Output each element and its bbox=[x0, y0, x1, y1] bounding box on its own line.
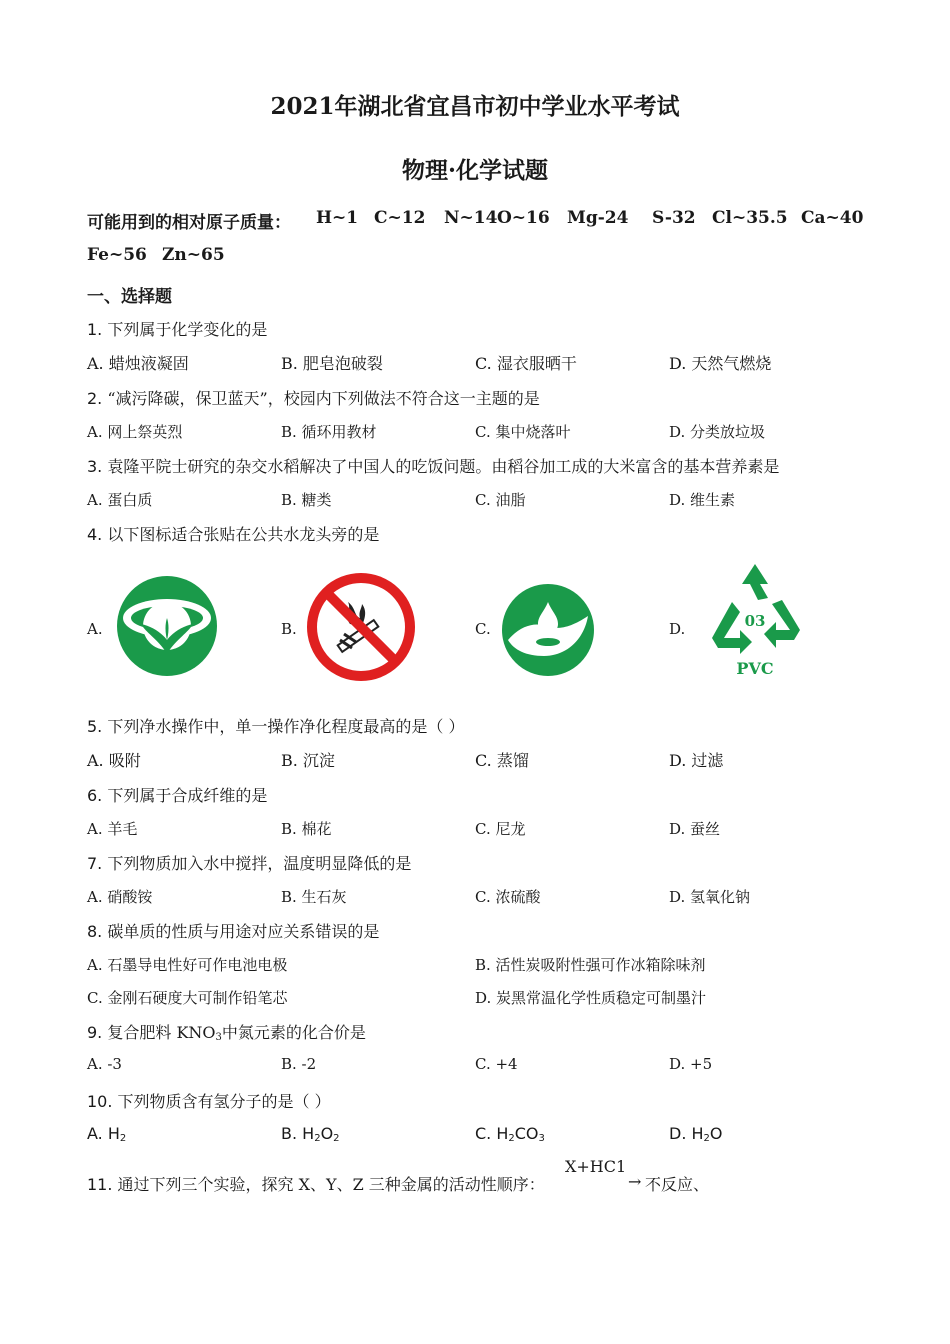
exam-subtitle: 物理·化学试题 bbox=[401, 157, 548, 184]
subscript: 3 bbox=[215, 1032, 222, 1043]
mass-o: O~16 bbox=[497, 208, 550, 228]
question-6 bbox=[87, 783, 267, 806]
question-2 bbox=[87, 386, 540, 409]
question-10 bbox=[87, 1089, 331, 1112]
q8-option-b[interactable]: B. 活性炭吸附性强可作冰箱除味剂 bbox=[475, 956, 706, 974]
q10-option-d[interactable]: D. $H_2O$ bbox=[669, 1124, 723, 1144]
question-stem: 下列物质加入水中搅拌，温度明显降低的是 bbox=[107, 854, 412, 873]
mass-mg: Mg-24 bbox=[567, 208, 629, 228]
question-stem: 碳单质的性质与用途对应关系错误的是 bbox=[107, 922, 380, 941]
q7-option-a[interactable]: A. 硝酸铵 bbox=[87, 888, 153, 906]
reaction-arrow-icon: → bbox=[628, 1172, 642, 1191]
q3-option-d[interactable]: D. 维生素 bbox=[669, 491, 736, 509]
pvc-recycle-icon bbox=[702, 560, 808, 680]
question-number: 1. bbox=[87, 320, 103, 339]
q7-option-d[interactable]: D. 氢氧化钠 bbox=[669, 888, 751, 906]
q4-option-c[interactable]: C. bbox=[475, 620, 491, 638]
question-stem: 以下图标适合张贴在公共水龙头旁的是 bbox=[107, 525, 380, 544]
q9-option-c[interactable]: C. +4 bbox=[475, 1055, 518, 1073]
q1-option-d[interactable]: D. 天然气燃烧 bbox=[669, 354, 772, 373]
mass-zn: Zn~65 bbox=[162, 245, 225, 265]
question-number: 10. bbox=[87, 1092, 113, 1111]
question-stem: 下列物质含有氢分子的是（ ） bbox=[117, 1092, 331, 1111]
q5-option-a[interactable]: A. 吸附 bbox=[87, 751, 141, 770]
section-title: 一、选择题 bbox=[87, 287, 172, 307]
question-stem: 复合肥料 KNO bbox=[107, 1023, 216, 1042]
q8-option-a[interactable]: A. 石墨导电性好可作电池电极 bbox=[87, 956, 288, 974]
q2-option-b[interactable]: B. 循环用教材 bbox=[281, 423, 377, 441]
q7-option-b[interactable]: B. 生石灰 bbox=[281, 888, 347, 906]
q5-option-c[interactable]: C. 蒸馏 bbox=[475, 751, 529, 770]
mass-fe: Fe~56 bbox=[87, 245, 147, 265]
question-number: 5. bbox=[87, 717, 103, 736]
q6-option-a[interactable]: A. 羊毛 bbox=[87, 820, 138, 838]
q1-option-c[interactable]: C. 湿衣服晒干 bbox=[475, 354, 577, 373]
question-9 bbox=[87, 1020, 366, 1043]
q2-option-c[interactable]: C. 集中烧落叶 bbox=[475, 423, 571, 441]
q4-option-b[interactable]: B. bbox=[281, 620, 297, 638]
mass-h: H~1 bbox=[316, 208, 359, 228]
atomic-mass-label: 可能用到的相对原子质量： bbox=[87, 213, 291, 233]
pvc-code: 03 bbox=[744, 612, 766, 630]
question-3 bbox=[87, 454, 779, 477]
q1-option-b[interactable]: B. 肥皂泡破裂 bbox=[281, 354, 383, 373]
question-stem: “减污降碳，保卫蓝天”，校园内下列做法不符合这一主题的是 bbox=[107, 389, 540, 408]
question-stem: 袁隆平院士研究的杂交水稻解决了中国人的吃饭问题。由稻谷加工成的大米富含的基本营养素是 bbox=[107, 457, 780, 476]
question-5 bbox=[87, 714, 464, 737]
q5-option-b[interactable]: B. 沉淀 bbox=[281, 751, 335, 770]
mass-c: C~12 bbox=[374, 208, 426, 228]
question-number: 2. bbox=[87, 389, 103, 408]
q9-option-d[interactable]: D. +5 bbox=[669, 1055, 713, 1073]
question-number: 7. bbox=[87, 854, 103, 873]
q1-option-a[interactable]: A. 蜡烛液凝固 bbox=[87, 354, 189, 373]
q10-option-b[interactable]: B. $H_2O_2$ bbox=[281, 1124, 340, 1144]
q9-option-a[interactable]: A. -3 bbox=[87, 1055, 122, 1073]
question-stem-tail: 中氮元素的化合价是 bbox=[221, 1023, 366, 1042]
q8-option-d[interactable]: D. 炭黑常温化学性质稳定可制墨汁 bbox=[475, 989, 707, 1007]
q3-option-c[interactable]: C. 油脂 bbox=[475, 491, 526, 509]
no-smoking-icon bbox=[306, 572, 416, 682]
reaction-reagents: X+HC1 bbox=[565, 1157, 627, 1176]
question-stem: 下列属于化学变化的是 bbox=[107, 320, 268, 339]
pvc-label: PVC bbox=[736, 659, 774, 678]
question-11 bbox=[87, 1172, 545, 1195]
question-8 bbox=[87, 919, 379, 942]
question-4 bbox=[87, 522, 379, 545]
question-number: 6. bbox=[87, 786, 103, 805]
question-7 bbox=[87, 851, 411, 874]
water-saving-logo-icon bbox=[500, 582, 596, 678]
q2-option-a[interactable]: A. 网上祭英烈 bbox=[87, 423, 183, 441]
question-number: 4. bbox=[87, 525, 103, 544]
question-stem: 下列净水操作中，单一操作净化程度最高的是（ ） bbox=[107, 717, 465, 736]
mass-n: N~14 bbox=[444, 208, 498, 228]
q4-option-a[interactable]: A. bbox=[87, 620, 103, 638]
question-stem: 下列属于合成纤维的是 bbox=[107, 786, 268, 805]
q10-option-a[interactable]: A. $H_2$ bbox=[87, 1124, 127, 1144]
question-number: 8. bbox=[87, 922, 103, 941]
q2-option-d[interactable]: D. 分类放垃圾 bbox=[669, 423, 766, 441]
green-food-logo-icon bbox=[115, 574, 219, 678]
q3-option-a[interactable]: A. 蛋白质 bbox=[87, 491, 153, 509]
question-number: 11. bbox=[87, 1175, 113, 1194]
q6-option-c[interactable]: C. 尼龙 bbox=[475, 820, 526, 838]
q4-option-d[interactable]: D. bbox=[669, 620, 686, 638]
question-number: 9. bbox=[87, 1023, 103, 1042]
mass-ca: Ca~40 bbox=[801, 208, 864, 228]
q7-option-c[interactable]: C. 浓硫酸 bbox=[475, 888, 541, 906]
question-1 bbox=[87, 317, 267, 340]
reaction-result: 不反应、 bbox=[645, 1175, 710, 1194]
q3-option-b[interactable]: B. 糖类 bbox=[281, 491, 332, 509]
q6-option-b[interactable]: B. 棉花 bbox=[281, 820, 332, 838]
mass-cl: Cl~35.5 bbox=[712, 208, 788, 228]
q8-option-c[interactable]: C. 金刚石硬度大可制作铅笔芯 bbox=[87, 989, 288, 1007]
q6-option-d[interactable]: D. 蚕丝 bbox=[669, 820, 721, 838]
q9-option-b[interactable]: B. -2 bbox=[281, 1055, 317, 1073]
q5-option-d[interactable]: D. 过滤 bbox=[669, 751, 724, 770]
q10-option-c[interactable]: C. $H_2CO_3$ bbox=[475, 1124, 545, 1144]
question-number: 3. bbox=[87, 457, 103, 476]
question-stem: 通过下列三个实验，探究 X、Y、Z 三种金属的活动性顺序： bbox=[117, 1175, 545, 1194]
exam-title: 2021年湖北省宜昌市初中学业水平考试 bbox=[270, 93, 680, 120]
mass-s: S-32 bbox=[652, 208, 696, 228]
